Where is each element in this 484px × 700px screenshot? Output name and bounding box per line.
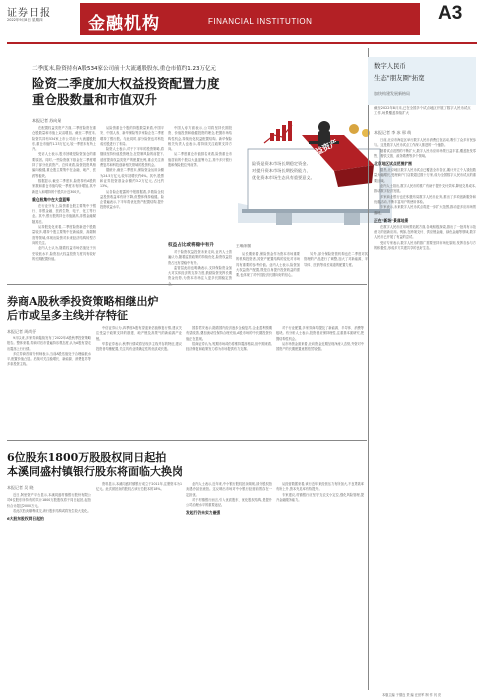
article-paragraph: 据悉,北京地区数字人民币试点已覆盖全市各区,累计开立个人钱包数量大幅增长,受理商户门店数超过数十万家,成为全国数字人民币试点的重要区域。 bbox=[374, 168, 476, 183]
article-paragraph: 据统计,截至二季度末,保险资金运用余额为24.5万亿元,较年初增长约6%。其中,股票和证券投资基金余额约3.2万亿元,占比约13%。 bbox=[100, 168, 164, 189]
caption-line: 优化资本市场生态具有重要意义。 bbox=[252, 175, 315, 180]
story3-byline: 本报记者 吴 晓 bbox=[7, 485, 34, 490]
sidebar-headline-line2: 生态"朋友圈"拓宽 bbox=[374, 74, 425, 82]
story2-column-1 bbox=[7, 336, 91, 436]
lead-subhead-1: 重仓股集中在大盘蓝筹 bbox=[32, 196, 70, 202]
article-paragraph: 险资人士表示,对于下半年的投资策略,将继续坚持价值投资理念,在控制风险的前提下,适度提高权益类资产的配置比例,重点关注消费复苏和科技创新相关领域的投资机会。 bbox=[100, 147, 164, 168]
article-paragraph: 从长期来看,保险资金作为资本市场重要的机构投资者,其资产配置结构的变化对市场具有重要的参考价值。业内人士表示,险资加大权益资产配置,既是自身提升投资收益的需要,也体现了对中国经济长期向好的信心。 bbox=[236, 252, 300, 278]
lead-headline-line1: 险资二季度加大权益投资配置力度 bbox=[32, 76, 220, 91]
section-subtitle: FINANCIAL INSTITUTION bbox=[208, 17, 313, 26]
masthead-rule bbox=[7, 42, 477, 44]
story2-headline-line1: 券商A股秋季投资策略相继出炉 bbox=[7, 295, 159, 308]
sidebar-divider bbox=[368, 48, 369, 690]
sidebar-subhead-2: 正在"新场"景落地景 bbox=[374, 217, 409, 223]
story-divider bbox=[7, 440, 367, 441]
article-paragraph: 在行业分布上,险资重仓股主要集中于银行、非银金融、医药生物、电子、化工等行业。其中,银行股的持仓市值最高,非银金融紧随其后。 bbox=[32, 203, 96, 224]
story-divider bbox=[7, 284, 367, 285]
lead-headline-line2: 重仓股数量和市值双升 bbox=[32, 92, 158, 107]
sidebar-headline-box bbox=[368, 57, 476, 105]
article-paragraph: 在配置权益类资产方面,二季度险资在重仓股数量和市值上双双增加。截至二季度末,险资共持有534家上市公司前十大流通股股东,重仓市值约1.23万亿元,较一季度末有所上升。 bbox=[32, 126, 96, 152]
sidebar-headline-line1: 数字人民币 bbox=[374, 62, 406, 70]
article-paragraph: 招商证券认为,短期市场或仍将维持震荡格局,但中期来看,经济修复和政策发力将为市场提供有力支撑。 bbox=[186, 341, 272, 352]
lead-byline: 本报记者 苏向杲 bbox=[32, 118, 62, 123]
lead-column-4 bbox=[236, 252, 300, 280]
article-paragraph: 对于村镇银行而言,引入优质股东、优化股权结构,是提升公司治理水平的重要途径。 bbox=[186, 497, 272, 508]
caption-line: 险资是资本市场长期稳定资金, bbox=[252, 161, 308, 166]
article-paragraph: 对于险资权益投资未来走向,业内人士普遍认为,随着监管政策的持续优化,险资权益投资占比有望稳中有升。 bbox=[168, 250, 232, 265]
section-title: 金融机构 bbox=[88, 14, 160, 34]
issue-date: 2022年9月8日 星期四 bbox=[7, 18, 43, 22]
article-paragraph: 从市场资金面来看,北向资金近期呈现净流入态势,外资对中国资产的长期配置意愿依然较强。 bbox=[276, 341, 364, 352]
article-paragraph: 业内人士指出,数字人民币的推广有助于提升支付效率,降低交易成本,推动数字经济发展。 bbox=[374, 184, 476, 194]
article-paragraph: 国泰君安表示,随着国内经济逐步企稳复苏,企业盈利预期有望改善,叠加流动性保持合理充裕,A股市场的中长期投资价值正在显现。 bbox=[186, 326, 272, 341]
article-paragraph: 近日,阿里资产平台显示,本溪同盛村镇银行股份有限公司6位股东所持有的共计1800万股股权将于同日起拍,起拍价合计超过2000万元。 bbox=[7, 493, 91, 508]
sidebar-subheadline: 加快构建发展新格局 bbox=[374, 91, 410, 96]
article-paragraph: 多位券商首席分析师表示,当前A股估值处于合理偏低水平,配置价值凸显。后续可关注稳增长、新能源、消费复苏等多条投资主线。 bbox=[7, 351, 91, 367]
lead-headline bbox=[32, 76, 220, 108]
article-paragraph: 9月以来,多家券商陆续发布了2022年A股秋季投资策略报告。整体来看,券商对后市普遍持乐观态度,认为A股有望走出震荡上行行情。 bbox=[7, 336, 91, 351]
article-paragraph: 专家建议,村镇银行应坚守支农支小定位,强化风险管理,提升金融服务能力。 bbox=[276, 492, 364, 502]
sidebar-pull-quote: 截至2022年8月末,已在全国多个试点地区开展了数字人民币试点工作,场景覆盖持续扩大 bbox=[374, 106, 471, 115]
story2-column-4 bbox=[276, 326, 364, 436]
story3-column-1 bbox=[7, 493, 91, 693]
lead-column-2 bbox=[100, 126, 164, 276]
story3-subhead-2: 发起行仍未实力最强 bbox=[186, 510, 221, 516]
article-paragraph: 从持股变化来看,二季度险资新进个股数量较多,增持个股主要集中在新能源、高端制造等领域,体现出险资对未来经济结构转型方向的关注。 bbox=[32, 225, 96, 245]
lead-column-5 bbox=[304, 252, 368, 280]
illustration-badge: 权益资产 bbox=[306, 137, 339, 161]
story2-column-3 bbox=[186, 326, 272, 436]
newspaper-logo: 证券日报 bbox=[7, 8, 51, 19]
sidebar-byline: 本报记者 李 冰 邢 萌 bbox=[374, 130, 412, 135]
story3-column-2 bbox=[96, 482, 182, 692]
lead-column-3 bbox=[168, 126, 232, 238]
article-paragraph: 另外,部分保险资管机构也在二季度对其管理的产品进行了调整,加大了对新能源、半导体、医药等成长赛道的配置力度。 bbox=[304, 252, 368, 267]
sidebar-column bbox=[374, 138, 476, 688]
article-paragraph: 随着试点范围的不断扩大,数字人民币应用场景日益丰富,覆盖批发零售、餐饮文旅、政务缴费等多个领域。 bbox=[374, 148, 476, 158]
article-paragraph: 受访专家表示,数字人民币的推广需要坚持市场化原则,发挥各参与方的积极性,形成多方共建共享的良好生态。 bbox=[374, 240, 476, 251]
article-paragraph: 从经营数据来看,该行近年来经营压力有所加大,不良贷款率有所上升,资本充足率有待提升。 bbox=[276, 482, 364, 492]
story3-column-3 bbox=[186, 482, 272, 692]
story3-headline-line2: 本溪同盛村镇银行股东将面临大换岗 bbox=[7, 465, 183, 478]
masthead bbox=[0, 0, 484, 42]
article-paragraph: 从险资重仓个股的持股数量来看,中国平安、中国人寿、新华保险等多家险企在二季度增持了银行股。与此同时,部分险资也对科技成长股进行了布局。 bbox=[100, 126, 164, 146]
story2-headline-line2: 后市或呈多主线并存特征 bbox=[7, 309, 128, 322]
illustration-credit: 王琳/制图 bbox=[236, 244, 252, 248]
article-paragraph: 日前,北京市海淀区举行数字人民币消费红包活动,吸引了众多市民参与。这是数字人民币试点工作深入推进的一个缩影。 bbox=[374, 138, 476, 148]
page-footer-credit: 本版主编 于德良 责 编 汪世军 制 作 闫 亮 bbox=[382, 693, 442, 697]
article-paragraph: 华泰证券表示,秋季行情或将呈现多主线并存的特征,建议投资者均衡配置,关注具有业绩确定性的优质成长股。 bbox=[96, 341, 182, 352]
article-paragraph: 中信证券认为,四季度A股有望迎来估值修复行情,建议关注受益于政策支持的基建、地产链及高景气的新能源产业链。 bbox=[96, 326, 182, 341]
article-paragraph: 中国人寿方面表示,公司将坚持长期投资、价值投资和稳健投资的理念,把握市场结构性机会,持续优化权益配置结构。新华保险相关负责人也表示,将持续关注政策支持方向。 bbox=[168, 126, 232, 152]
article-paragraph: 业内人士表示,近年来,中小银行股权拍卖频现,部分股权拍卖遇冷甚至流拍。这反映出市场对中小银行经营前景存在一定担忧。 bbox=[186, 482, 272, 497]
article-paragraph: 对于行业配置,多家券商均提及了新能源、半导体、消费等板块。有分析人士表示,投资者应保持理性,注重基本面研究,把握结构性机会。 bbox=[276, 326, 364, 341]
caption-line: 对提升资本市场长期投资能力、 bbox=[252, 168, 311, 173]
story3-subhead-1: 6大股东股权同日起拍 bbox=[7, 516, 44, 522]
lead-column-3b bbox=[168, 250, 232, 281]
article-paragraph: 受访人士表示,股市回暖是险资加仓的重要原因。同时,一些险资旗下基金在二季度增持了部分优质资产。总体来看,险资投资风格偏向稳健,重仓股主要集中在金融、地产、医药等板块。 bbox=[32, 152, 96, 178]
story2-headline bbox=[7, 295, 159, 323]
sidebar-subhead-1: 北京地区试点范围扩围 bbox=[374, 161, 412, 167]
story2-byline: 本报记者 周尚伃 bbox=[7, 329, 37, 334]
article-paragraph: 从二季度重仓市值排名来看,险资重仓市值居前的个股以大盘蓝筹为主,其中多只银行股和保险股位列前茅。 bbox=[168, 152, 232, 168]
article-paragraph: 多家商业银行也在积极布局数字人民币业务,推出了多项创新服务和优惠活动,不断丰富用户的使用体验。 bbox=[374, 194, 476, 204]
article-paragraph: 从各险企披露的中报数据看,多数险企权益投资收益率有所下降,但整体保持稳健。险企普遍表示,下半年将优化资产配置结构,提升投资收益水平。 bbox=[100, 189, 164, 210]
illustration-caption bbox=[252, 160, 380, 181]
lead-column-1 bbox=[32, 126, 96, 276]
story2-column-2 bbox=[96, 326, 182, 436]
story3-headline-line1: 6位股东1800万股股权同日起拍 bbox=[7, 451, 167, 464]
page-number: A3 bbox=[438, 3, 463, 24]
story3-column-4 bbox=[276, 482, 364, 692]
article-paragraph: 在数字人民币应用场景拓展方面,各地积极探索,推出了一批具有示范意义的创新应用。例如,在跨境支付、供应链金融、绿色金融等领域,数字人民币已开展了有益的尝试。 bbox=[374, 224, 476, 240]
article-paragraph: 数据显示,截至二季度末,险资持有A股的家数和重仓市值均较一季度末有所增加,其中新进入和增持的个股共计近300只。 bbox=[32, 178, 96, 194]
article-paragraph: 业内人士认为,随着权益市场估值处于历史较低水平,险资加大权益投资力度具有较好的长期配置价值。 bbox=[32, 246, 96, 261]
article-paragraph: 专家表示,未来数字人民币试点将进一步扩大范围,推动更多应用场景落地。 bbox=[374, 205, 476, 215]
section-banner bbox=[80, 3, 420, 35]
article-paragraph: 若此次拍卖顺利成交,该行股东结构或将发生较大变化。 bbox=[13, 508, 91, 513]
article-paragraph: 监管层此前也明确表示,支持保险资金加大对实体经济的支持力度,鼓励险资发挥长期资金优势,为资本市场注入更多长期稳定资 bbox=[168, 265, 232, 281]
article-paragraph: 资料显示,本溪同盛村镇银行成立于2011年,注册资本为1亿元。此次被拍卖的股权占该行总股本的18%。 bbox=[96, 482, 182, 492]
lead-subhead-2: 权益占比或将稳中有升 bbox=[168, 243, 214, 248]
lead-kicker: 二季度末,险资持有A股534家公司前十大流通股股东,重仓市值约1.23万亿元 bbox=[32, 66, 217, 72]
story3-headline bbox=[7, 451, 183, 479]
